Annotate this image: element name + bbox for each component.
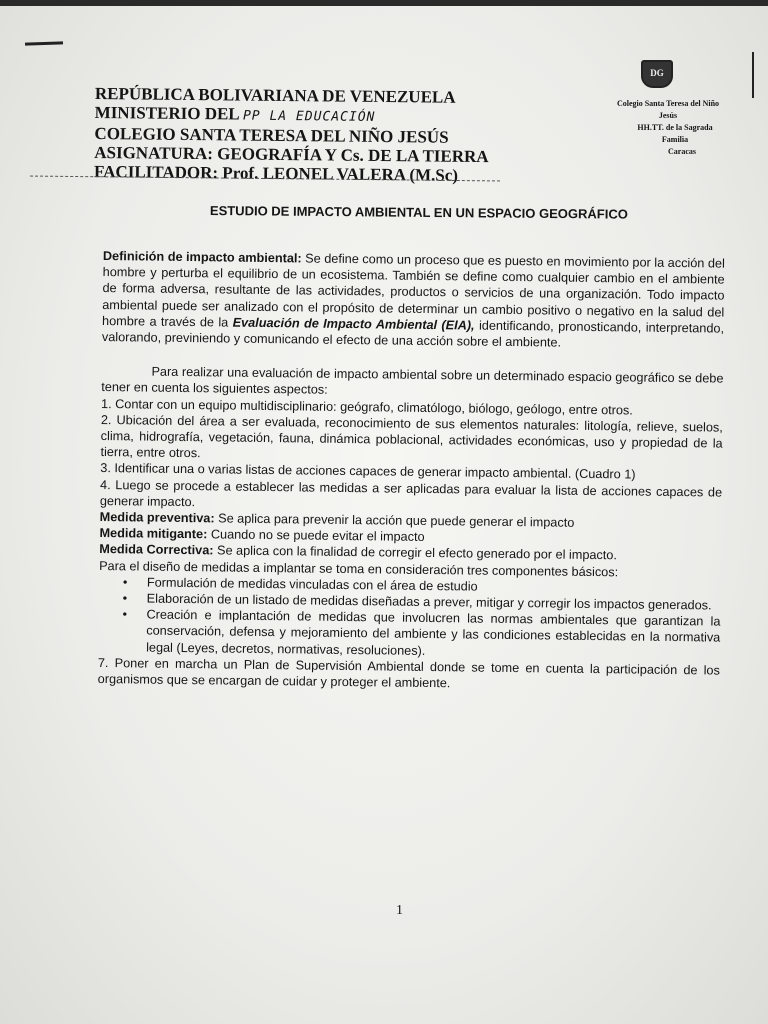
measure-label: Medida preventiva: — [99, 510, 215, 526]
document-title: ESTUDIO DE IMPACTO AMBIENTAL EN UN ESPACIO GEOGRÁFICO — [209, 203, 628, 222]
eia-term: Evaluación de Impacto Ambiental (EIA), — [232, 315, 475, 333]
component-list — [98, 574, 721, 663]
bullet-icon: • — [122, 591, 128, 606]
school-name: Colegio Santa Teresa del Niño Jesús — [616, 99, 720, 120]
pen-mark — [25, 41, 63, 45]
measure-text: Cuando no se puede evitar el impacto — [207, 527, 425, 545]
ministry-handwritten: PP LA EDUCACIÓN — [242, 108, 376, 125]
school-order: HH.TT. de la Sagrada Familia — [637, 123, 713, 144]
list-item: • Creación e implantación de medidas que involucren las normas ambientales que garantizan la conservación, defensa y mejoramiento del ambiente y las condiciones establecidas en la normativa legal (Leyes, decretos, normativas, resoluciones). — [122, 607, 721, 658]
measure-label: Medida Correctiva: — [99, 542, 214, 558]
step-item: 3. Identificar una o varias listas de acciones capaces de generar impacto ambiental. (Cuadro 1) — [100, 461, 636, 482]
header-line-republic: REPÚBLICA BOLIVARIANA DE VENEZUELA — [94, 84, 456, 107]
design-intro: Para el diseño de medidas a implantar se toma en consideración tres componentes básicos: — [99, 558, 619, 579]
list-item: • Elaboración de un listado de medidas diseñadas a prever, mitigar y corregir los impactos generados. — [122, 591, 712, 613]
ministry-printed: MINISTERIO DEL — [94, 102, 239, 124]
letterhead — [94, 84, 575, 186]
bullet-icon: • — [122, 607, 128, 622]
step-item: 1. Contar con un equipo multidisciplinario: geógrafo, climatólogo, biólogo, geólogo, entre otros. — [101, 396, 633, 418]
document-body — [98, 248, 725, 695]
school-logo-icon: DG — [641, 60, 673, 88]
measure-text: Se aplica con la finalidad de corregir el efecto generado por el impacto. — [213, 543, 618, 563]
page-number: 1 — [396, 903, 403, 918]
step-item: 4. Luego se procede a establecer las medidas a ser aplicadas para evaluar la lista de acciones capaces de generar impacto. — [99, 477, 723, 509]
step-item: 2. Ubicación del área a ser evaluada, reconocimiento de sus elementos naturales: litología, relieve, suelos, clima, hidrografía, vegetación, fauna, dinámica poblacional, actividades económicas, uso y propiedad de la tierra, entre otros. — [100, 412, 723, 461]
definition-label: Definición de impacto ambiental: — [102, 248, 302, 266]
school-city: Caracas — [668, 147, 696, 156]
intro-paragraph: Para realizar una evaluación de impacto ambiental sobre un determinado espacio geográfico se debe tener en cuenta los siguientes aspectos: — [101, 364, 724, 398]
measure-text: Se aplica para prevenir la acción que puede generar el impacto — [214, 511, 575, 530]
scan-edge — [0, 0, 768, 6]
step-item: 7. Poner en marcha un Plan de Supervisión Ambiental donde se tome en cuenta la participación de los organismos que se encargan de cuidar y proteger el ambiente. — [97, 655, 720, 691]
list-item: • Formulación de medidas vinculadas con el área de estudio — [122, 575, 478, 594]
school-block — [592, 60, 722, 158]
definition-text: Se define como un proceso que es puesto en movimiento por la acción del hombre y perturba el equilibrio de un ecosistema. También se define como cualquier cambio en el ambiente de forma adversa, resultante de las actividades, productos o servicios de una organización. Todo impacto ambiental puede ser analizado con el propósito de determinar un cambio positivo o negativo en la salud del hombre a través de la — [102, 251, 725, 330]
bullet-icon: • — [122, 575, 128, 590]
measure-label: Medida mitigante: — [99, 526, 208, 542]
definition-paragraph — [102, 248, 725, 353]
header-line-facilitator: FACILITADOR: Prof. LEONEL VALERA (M.Sc) — [93, 161, 459, 185]
header-line-subject: ASIGNATURA: GEOGRAFÍA Y Cs. DE LA TIERRA — [94, 142, 489, 167]
pen-mark — [752, 52, 754, 98]
header-line-school: COLEGIO SANTA TERESA DEL NIÑO JESÚS — [94, 123, 449, 147]
definition-text-end: identificando, pronosticando, interpretando, valorando, previniendo y comunicando el efecto de una acción sobre el ambiente. — [101, 318, 725, 350]
